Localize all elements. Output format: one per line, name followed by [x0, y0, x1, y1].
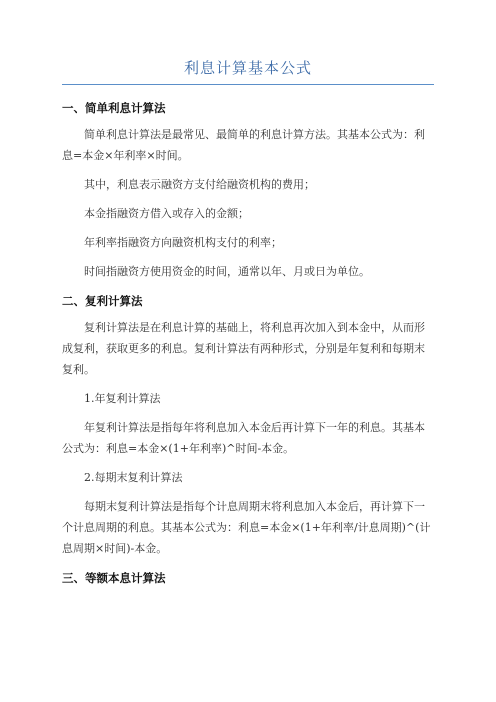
section-compound-interest [62, 293, 434, 559]
section-simple-interest [62, 100, 434, 282]
paragraph: 本金指融资方借入或存入的金额； [84, 207, 249, 220]
document-title: 利息计算基本公式 [183, 59, 312, 77]
paragraph: 其中，利息表示融资方支付给融资机构的费用； [84, 178, 315, 191]
paragraph: 简单利息计算法是最常见、最简单的利息计算方法。其基本公式为：利息=本金×年利率×时间。 [62, 128, 425, 162]
paragraph: 2.每期末复利计算法 [84, 471, 183, 484]
paragraph: 年利率指融资方向融资机构支付的利率； [84, 236, 282, 249]
section-equal-installment [62, 570, 434, 586]
paragraph: 每期末复利计算法是指每个计息周期末将利息加入本金后，再计算下一个计息周期的利息。其基本公式为：利息=本金×(1+年利率/计息周期)^(计息周期×时间)-本金。 [62, 500, 431, 555]
section-heading: 三、等额本息计算法 [62, 571, 166, 585]
paragraph: 复利计算法是在利息计算的基础上，将利息再次加入到本金中，从而形成复利，获取更多的利息。复利计算法有两种形式，分别是年复利和每期末复利。 [62, 321, 425, 376]
paragraph: 年复利计算法是指每年将利息加入本金后再计算下一年的利息。其基本公式为：利息=本金×(1+年利率)^时间-本金。 [62, 421, 425, 455]
section-heading: 一、简单利息计算法 [62, 101, 166, 115]
paragraph: 1.年复利计算法 [84, 392, 161, 405]
section-heading: 二、复利计算法 [62, 294, 143, 308]
title-block [62, 58, 434, 85]
paragraph: 时间指融资方使用资金的时间，通常以年、月或日为单位。 [84, 265, 370, 278]
